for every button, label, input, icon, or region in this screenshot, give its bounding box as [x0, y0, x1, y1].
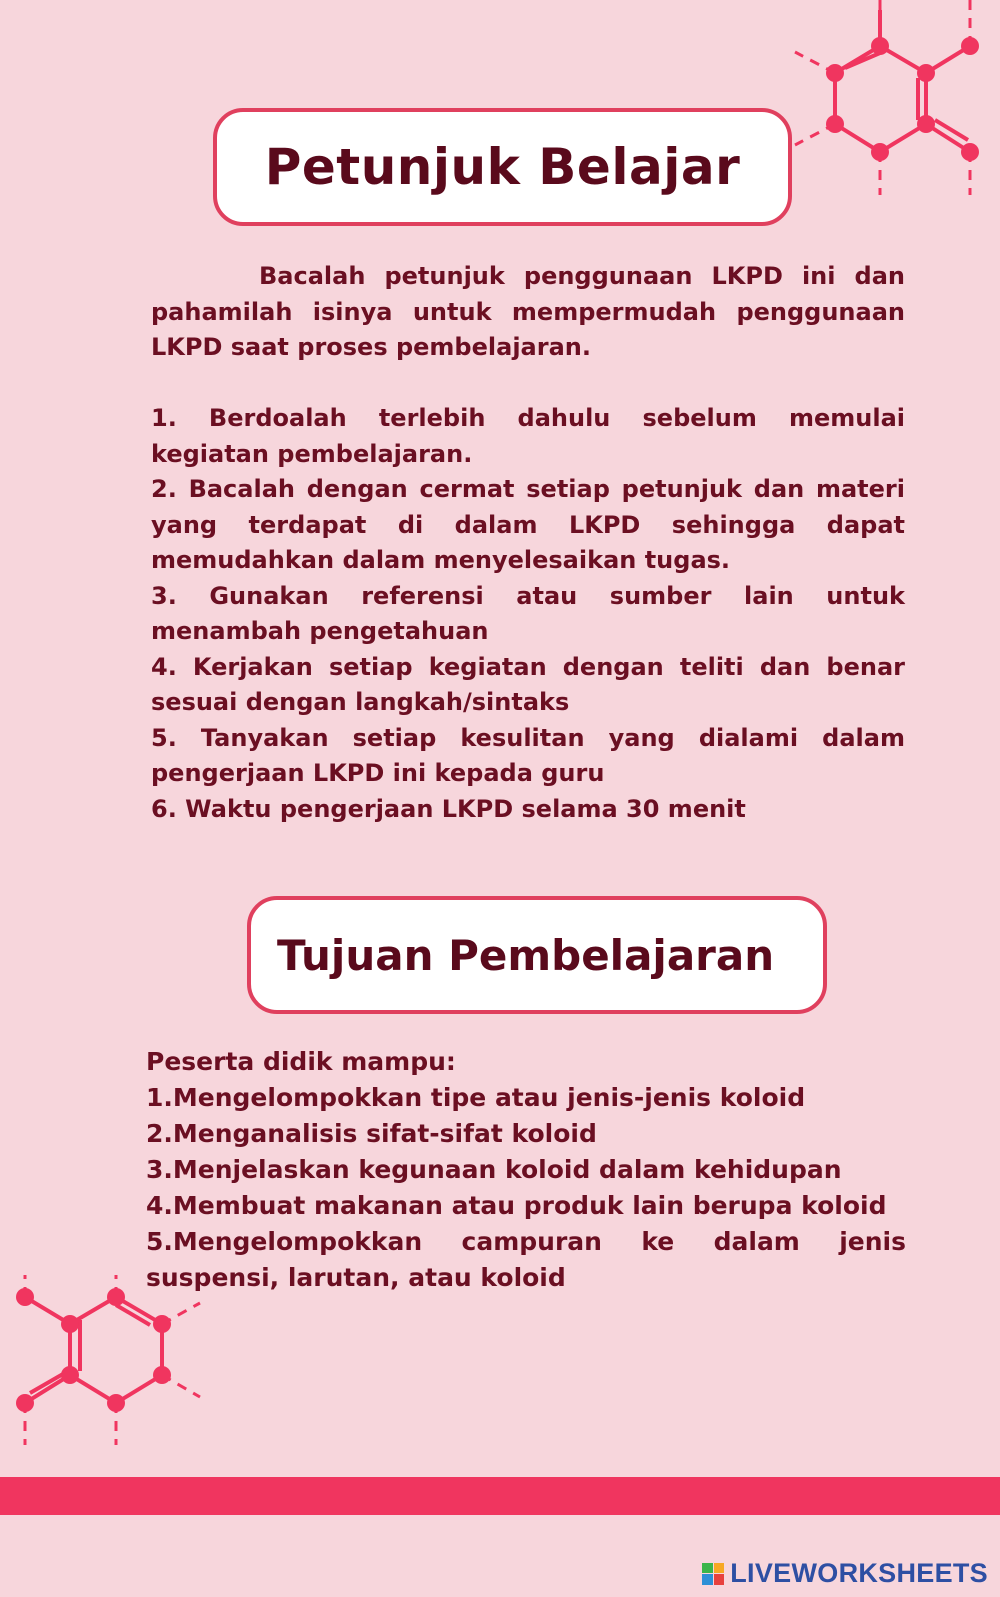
petunjuk-title: Petunjuk Belajar: [264, 138, 741, 196]
petunjuk-intro: Bacalah petunjuk penggunaan LKPD ini dan pahamilah isinya untuk mempermudah penggunaan LKPD saat proses pembelajaran.: [151, 262, 905, 361]
molecule-icon: [790, 0, 1000, 200]
petunjuk-steps-list: [151, 401, 905, 827]
list-item: 4.Membuat makanan atau produk lain berupa koloid: [146, 1191, 887, 1220]
molecule-icon: [0, 1275, 210, 1475]
petunjuk-title-box: [213, 108, 792, 226]
tujuan-title: Tujuan Pembelajaran: [277, 930, 775, 980]
liveworksheets-logo-icon: [702, 1563, 724, 1585]
list-item: 6. Waktu pengerjaan LKPD selama 30 menit: [151, 794, 746, 823]
list-item: 3.Menjelaskan kegunaan koloid dalam kehidupan: [146, 1155, 842, 1184]
list-item: 5. Tanyakan setiap kesulitan yang dialami dalam pengerjaan LKPD ini kepada guru: [151, 723, 905, 787]
list-item: 1. Berdoalah terlebih dahulu sebelum memulai kegiatan pembelajaran.: [151, 404, 905, 468]
tujuan-title-box: [247, 896, 827, 1014]
list-item: 2.Menganalisis sifat-sifat koloid: [146, 1119, 597, 1148]
tujuan-goals-list: [146, 1044, 906, 1296]
tujuan-lead: Peserta didik mampu:: [146, 1047, 456, 1076]
brand-name: LIVEWORKSHEETS: [730, 1558, 988, 1588]
list-item: 2. Bacalah dengan cermat setiap petunjuk dan materi yang terdapat di dalam LKPD sehingga dapat memudahkan dalam menyelesaikan tugas.: [151, 475, 905, 574]
footer-bar: [0, 1477, 1000, 1515]
list-item: 3. Gunakan referensi atau sumber lain untuk menambah pengetahuan: [151, 581, 905, 645]
brand-logo[interactable]: [702, 1558, 988, 1589]
list-item: 1.Mengelompokkan tipe atau jenis-jenis koloid: [146, 1083, 806, 1112]
list-item: 4. Kerjakan setiap kegiatan dengan teliti dan benar sesuai dengan langkah/sintaks: [151, 652, 905, 716]
list-item: 5.Mengelompokkan campuran ke dalam jenis suspensi, larutan, atau koloid: [146, 1227, 906, 1292]
